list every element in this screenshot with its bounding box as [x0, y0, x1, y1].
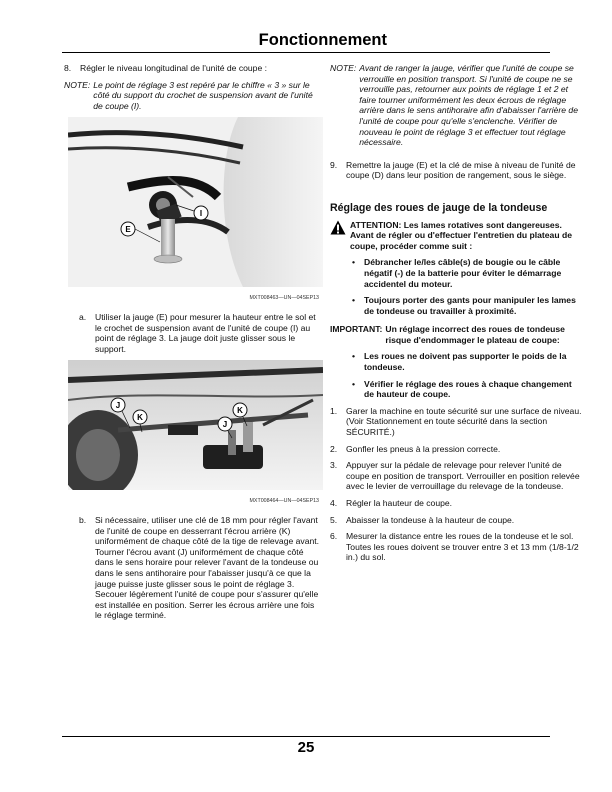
- callout-k-right: K: [237, 406, 243, 416]
- step-number: b.: [79, 514, 87, 525]
- step-number: 4.: [330, 498, 338, 508]
- page-number: 25: [297, 739, 315, 756]
- step-text: Utiliser la jauge (E) pour mesurer la hauteur entre le sol et le crochet de suspension avant de l'unité de coupe (I) au point de réglage 3. La jauge doit juste glisser sous le support.: [95, 311, 316, 354]
- step-number: 1.: [330, 405, 338, 416]
- step-number: 8.: [64, 63, 72, 73]
- step-number: 9.: [330, 159, 338, 170]
- note-gauge-storage: [330, 63, 582, 148]
- step-text: Régler la hauteur de coupe.: [346, 498, 453, 508]
- callout-k-left: K: [137, 413, 143, 423]
- step-5: [330, 515, 582, 526]
- bullet-text: Les roues ne doivent pas supporter le poids de la tondeuse.: [364, 351, 567, 373]
- step-number: 2.: [330, 443, 338, 454]
- callout-j-right: J: [222, 420, 228, 430]
- step-text: Abaisser la tondeuse à la hauteur de coupe.: [346, 514, 515, 525]
- step-text: Garer la machine en toute sécurité sur une surface de niveau. (Voir Stationnement en toute sécurité dans la section SÉCURITÉ.): [346, 405, 582, 438]
- attention-bullet-list: [352, 257, 582, 316]
- note-text: Le point de réglage 3 est repéré par le chiffre « 3 » sur le côté du support du crochet de suspension avant de l'unité de coupe (I).: [93, 79, 313, 111]
- step-number: 3.: [330, 460, 338, 471]
- bullet-text: Vérifier le réglage des roues à chaque changement de hauteur de coupe.: [364, 378, 572, 400]
- step-text: Gonfler les pneus à la pression correcte.: [346, 443, 501, 454]
- step-text: Régler le niveau longitudinal de l'unité de coupe :: [80, 63, 268, 73]
- bullet-icon: •: [352, 257, 356, 268]
- step-a: [79, 312, 323, 354]
- figure-caption: MXT008464—UN—04SEP13: [249, 498, 319, 505]
- list-item: [352, 257, 582, 289]
- attention-warning: [330, 220, 582, 252]
- callout-e: E: [125, 225, 131, 235]
- important-notice: [330, 324, 582, 345]
- figure-gauge-hook: [68, 117, 323, 287]
- lift-rod-nuts-photo: [68, 360, 323, 490]
- list-item: [352, 379, 582, 400]
- bullet-text: Débrancher le/les câble(s) de bougie ou le câble négatif (-) de la batterie pour éviter le démarrage accidentel du moteur.: [364, 257, 562, 289]
- bullet-icon: •: [352, 295, 356, 306]
- left-column: [64, 63, 323, 627]
- step-2: [330, 444, 582, 455]
- gauge-hook-photo: [68, 117, 323, 287]
- section-heading: Réglage des roues de jauge de la tondeuse: [330, 201, 548, 214]
- page-title: Fonctionnement: [258, 31, 387, 49]
- step-text: Si nécessaire, utiliser une clé de 18 mm pour régler l'avant de l'unité de coupe en desserrant l'écrou arrière (K) uniformément de chaque côté de la tige de relevage avant. Tourner l'écrou avant (J) uniformément de chaque côté dans le sens horaire pour relever l'avant de la tondeuse ou dans le sens antihoraire pour l'abaisser jusqu'à ce que la jauge puisse juste glisser sous le point de réglage 3. Secouer légèrement l'unité de coupe pour s'assurer qu'elle est installée en position. Serrer les écrous arrière une fois le réglage terminé.: [95, 514, 320, 621]
- warning-triangle-icon: [330, 220, 346, 252]
- note-label: NOTE:: [64, 79, 91, 90]
- list-item: [352, 295, 582, 316]
- step-text: Appuyer sur la pédale de relevage pour relever l'unité de coupe en position de transport. Verrouiller en position relevée avec le levier de verrouillage du relevage de la tondeuse.: [346, 460, 580, 492]
- important-label: IMPORTANT:: [330, 324, 383, 335]
- note-adjustment-point: [64, 80, 323, 112]
- step-8: [64, 63, 323, 74]
- step-3: [330, 460, 582, 492]
- callout-j-left: J: [115, 401, 121, 411]
- figure-caption: MXT008463—UN—04SEP13: [249, 295, 319, 302]
- attention-text: ATTENTION: Les lames rotatives sont dangereuses. Avant de régler ou d'effectuer l'entretien du plateau de coupe, procéder comme suit :: [350, 219, 572, 251]
- important-text: Un réglage incorrect des roues de tondeuse risque d'endommager le plateau de coupe:: [385, 324, 565, 345]
- step-1: [330, 406, 582, 438]
- footer-rule: [62, 736, 550, 737]
- list-item: [352, 351, 582, 372]
- figure-lift-rod-nuts: [68, 360, 323, 490]
- note-text: Avant de ranger la jauge, vérifier que l'unité de coupe se verrouille en position transport. Si l'unité de coupe ne se verrouille pas, retourner aux points de réglage 1 et 2 et faire tourner uniformément les deux écrous de réglage arrière dans le sens antihoraire afin d'abaisser l'arrière de l'unité de coupe pour qu'elle s'enclenche. Vérifier de nouveau le point de réglage 3 et effectuer tout réglage nécessaire.: [359, 63, 578, 148]
- important-bullet-list: [352, 351, 582, 399]
- callout-i: I: [199, 209, 203, 219]
- step-6: [330, 531, 582, 563]
- step-9: [330, 160, 582, 181]
- bullet-icon: •: [352, 378, 356, 389]
- step-b: [79, 515, 323, 621]
- step-number: 6.: [330, 531, 338, 542]
- step-text: Remettre la jauge (E) et la clé de mise à niveau de l'unité de coupe (D) dans leur position de rangement, sous le siège.: [346, 159, 576, 181]
- note-label: NOTE:: [330, 63, 357, 73]
- step-number: 5.: [330, 514, 338, 525]
- step-4: [330, 498, 582, 509]
- right-column: [330, 63, 582, 569]
- header-rule: [62, 52, 550, 53]
- bullet-icon: •: [352, 351, 356, 362]
- step-text: Mesurer la distance entre les roues de la tondeuse et le sol. Toutes les roues doivent se trouver entre 3 et 13 mm (1/8-1/2 in.) du sol.: [346, 531, 579, 563]
- step-number: a.: [79, 311, 87, 322]
- bullet-text: Toujours porter des gants pour manipuler les lames de tondeuse ou travailler à proximité.: [364, 295, 576, 316]
